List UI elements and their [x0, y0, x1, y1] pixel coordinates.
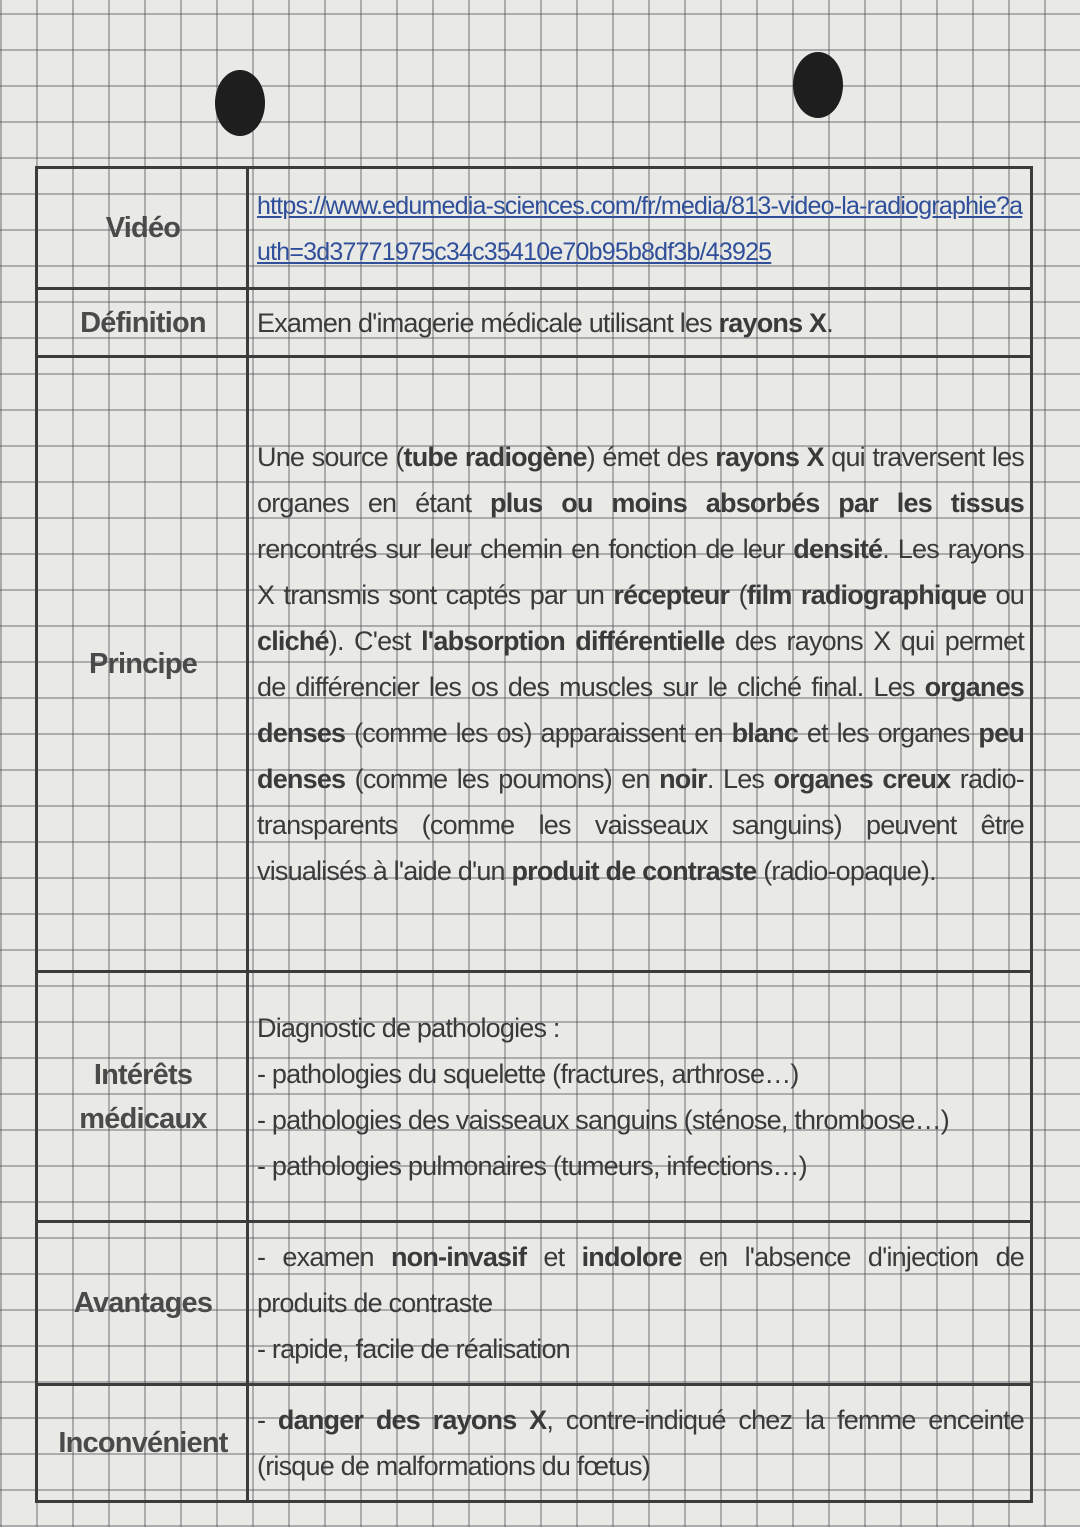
- text-line: [257, 1051, 1024, 1097]
- text: ou: [986, 580, 1024, 610]
- text: . Les: [706, 764, 774, 794]
- text: radio-transparents (comme les vaisseaux sanguins) peuvent être visualisés à l'aide d'un: [257, 764, 1024, 886]
- text: Examen d'imagerie médicale utilisant les: [257, 307, 719, 338]
- bold-text: peu denses: [257, 718, 1025, 794]
- row-content: [248, 1385, 1032, 1502]
- row-principe: [37, 357, 1032, 972]
- text: et les organes: [798, 718, 979, 748]
- bold-text: densité: [793, 534, 883, 564]
- text: ) émet des: [586, 442, 716, 472]
- bold-text: plus ou moins absorbés par les tissus: [490, 488, 1024, 518]
- bold-text: tube radiogène: [403, 442, 587, 472]
- bold-text: l'absorption différentielle: [421, 626, 725, 656]
- text-line: [257, 1143, 1024, 1189]
- bold-text: récepteur: [613, 580, 730, 610]
- row-interets-medicaux: [37, 972, 1032, 1222]
- row-label: Principe: [37, 357, 248, 972]
- row-content: [248, 357, 1032, 972]
- row-content: [248, 289, 1032, 357]
- text: Une source (: [257, 442, 404, 472]
- row-content: [248, 972, 1032, 1222]
- text-line: [257, 300, 1024, 346]
- bold-text: rayons X: [718, 307, 827, 338]
- bold-text: cliché: [257, 626, 329, 656]
- text: - examen: [257, 1242, 391, 1272]
- text: en l'absence d'injection de produits de contraste: [257, 1242, 1024, 1318]
- radiography-sheet-table: [35, 166, 1033, 1503]
- row-video: [37, 168, 1032, 289]
- row-label: Vidéo: [37, 168, 248, 289]
- row-avantages: [37, 1222, 1032, 1385]
- bold-text: film radiographique: [746, 580, 987, 610]
- text: qui traversent les organes en étant: [257, 442, 1025, 518]
- text: - pathologies des vaisseaux sanguins (sténose, thrombose…): [257, 1104, 950, 1135]
- row-label: Intérêts médicaux: [37, 972, 248, 1222]
- bold-text: organes creux: [773, 764, 951, 794]
- bold-text: noir: [659, 764, 707, 794]
- text: - pathologies pulmonaires (tumeurs, infections…): [257, 1150, 807, 1181]
- text-line: [257, 1326, 1024, 1372]
- bold-text: blanc: [731, 718, 799, 748]
- text: (comme les poumons) en: [345, 764, 660, 794]
- text: - pathologies du squelette (fractures, arthrose…): [257, 1058, 799, 1089]
- row-label: Inconvénient: [37, 1385, 248, 1502]
- text-line: [257, 1234, 1024, 1326]
- punch-hole-right: [793, 52, 843, 118]
- row-content: [248, 1222, 1032, 1385]
- text: -: [257, 1405, 278, 1435]
- text-line: [257, 1097, 1024, 1143]
- text-line: [257, 434, 1024, 894]
- bold-text: danger des rayons X: [277, 1405, 547, 1435]
- video-link[interactable]: https://www.edumedia-sciences.com/fr/media/813-video-la-radiographie?auth=3d37771975c34c35410e70b95b8df3b/43925: [257, 192, 1023, 266]
- text: des rayons X qui permet de différencier les os des muscles sur le cliché final. Les: [257, 626, 1025, 702]
- text: , contre-indiqué chez la femme enceinte (risque de malformations du fœtus): [257, 1405, 1024, 1481]
- text-line: [257, 1397, 1024, 1489]
- bold-text: produit de contraste: [511, 856, 757, 886]
- text: (comme les os) apparaissent en: [345, 718, 732, 748]
- bold-text: organes denses: [257, 672, 1024, 748]
- text: (: [729, 580, 747, 610]
- row-label: Définition: [37, 289, 248, 357]
- row-definition: [37, 289, 1032, 357]
- row-content: [248, 168, 1032, 289]
- row-label: Avantages: [37, 1222, 248, 1385]
- row-inconvenient: [37, 1385, 1032, 1502]
- text: et: [526, 1242, 582, 1272]
- text: - rapide, facile de réalisation: [257, 1334, 570, 1364]
- text: rencontrés sur leur chemin en fonction de leur: [257, 534, 794, 564]
- punch-hole-left: [215, 70, 265, 136]
- bold-text: non-invasif: [390, 1242, 527, 1272]
- bold-text: rayons X: [715, 442, 824, 472]
- text: .: [826, 307, 833, 338]
- text: . Les rayons X transmis sont captés par un: [257, 534, 1024, 610]
- bold-text: indolore: [581, 1242, 682, 1272]
- text-line: [257, 1005, 1024, 1051]
- text: ). C'est: [328, 626, 422, 656]
- text: (radio-opaque).: [756, 856, 936, 886]
- text: Diagnostic de pathologies :: [257, 1012, 560, 1043]
